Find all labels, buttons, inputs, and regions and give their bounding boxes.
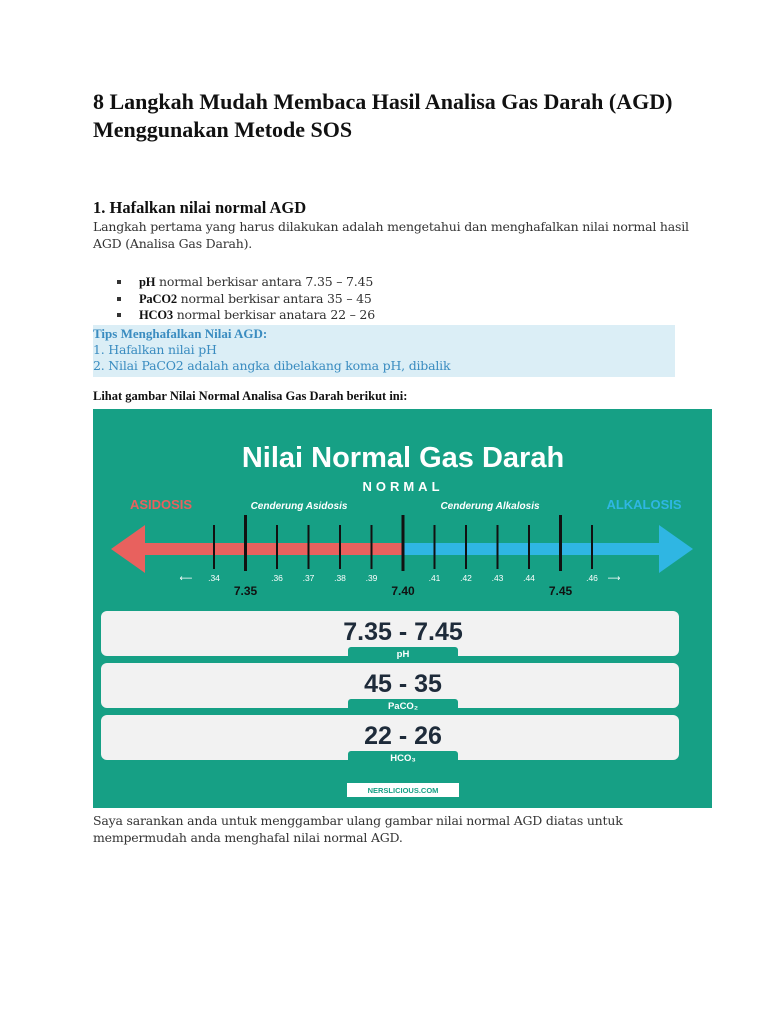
minor-tick-label: .46 — [586, 572, 598, 583]
right-small-arrow-icon: ⟶ — [607, 573, 621, 584]
range-value: 45 - 35 — [364, 669, 442, 698]
figure-caption: Lihat gambar Nilai Normal Analisa Gas Darah berikut ini: — [93, 388, 408, 403]
list-item — [117, 291, 693, 308]
bullet-text: normal berkisar antara 7.35 – 7.45 — [155, 274, 374, 289]
article-title: 8 Langkah Mudah Membaca Hasil Analisa Gas Darah (AGD) Menggunakan Metode SOS — [93, 89, 673, 142]
normal-values-list — [93, 274, 693, 324]
closing-paragraph: Saya sarankan anda untuk menggambar ulang gambar nilai normal AGD diatas untuk mempermudah anda menghafal nilai normal AGD. — [93, 812, 623, 845]
minor-tick-label: .39 — [365, 572, 378, 583]
minor-tick — [434, 525, 436, 569]
major-tick — [402, 515, 405, 571]
bullet-icon — [117, 297, 121, 301]
minor-tick-label: .42 — [460, 572, 472, 583]
tips-box — [93, 325, 675, 377]
bullet-icon — [117, 313, 121, 317]
range-value: 7.35 - 7.45 — [343, 617, 463, 646]
minor-tick-label: .36 — [271, 572, 283, 583]
range-value: 22 - 26 — [364, 721, 442, 750]
infographic-title: Nilai Normal Gas Darah — [241, 441, 565, 474]
minor-tick — [308, 525, 310, 569]
bullet-text: normal berkisar anatara 22 – 26 — [172, 307, 375, 322]
intro-paragraph: Langkah pertama yang harus dilakukan adalah mengetahui dan menghafalkan nilai normal hasil AGD (Analisa Gas Darah). — [93, 219, 689, 251]
minor-tick-label: .37 — [302, 572, 315, 583]
minor-tick — [465, 525, 467, 569]
minor-tick — [339, 525, 341, 569]
list-item — [117, 307, 693, 324]
bullet-icon — [117, 280, 121, 284]
minor-tick — [528, 525, 530, 569]
minor-tick — [591, 525, 593, 569]
minor-tick — [497, 525, 499, 569]
range-label: PaCO₂ — [387, 700, 419, 712]
alkalosis-label: ALKALOSIS — [606, 496, 682, 512]
infographic-image — [93, 409, 712, 808]
list-item — [117, 274, 693, 291]
minor-tick-label: .34 — [208, 572, 220, 583]
minor-tick — [371, 525, 373, 569]
minor-tick-label: .41 — [428, 572, 441, 583]
major-tick-label: 7.35 — [233, 583, 258, 598]
acidosis-label: ASIDOSIS — [129, 496, 193, 512]
tend-alkalosis-label: Cenderung Alkalosis — [440, 500, 540, 512]
bullet-term: HCO3 — [139, 308, 173, 322]
minor-tick — [213, 525, 215, 569]
tips-title: Tips Menghafalkan Nilai AGD: — [93, 325, 268, 341]
bullet-term: pH — [139, 275, 156, 289]
tips-line: 2. Nilai PaCO2 adalah angka dibelakang koma pH, dibalik — [93, 357, 451, 373]
normal-label: NORMAL — [362, 478, 444, 494]
range-panels — [101, 611, 679, 764]
left-small-arrow-icon: ⟵ — [179, 573, 193, 584]
bullet-term: PaCO2 — [139, 291, 177, 306]
major-tick-label: 7.40 — [391, 583, 415, 598]
major-tick-label: 7.45 — [548, 583, 573, 598]
range-label: HCO₃ — [390, 752, 416, 764]
major-tick — [244, 515, 247, 571]
tips-line: 1. Hafalkan nilai pH — [93, 341, 217, 357]
section-heading: 1. Hafalkan nilai normal AGD — [93, 198, 307, 217]
bullet-text: normal berkisar antara 35 – 45 — [176, 290, 372, 306]
article — [93, 88, 693, 846]
minor-tick — [276, 525, 278, 569]
minor-tick-label: .38 — [334, 572, 346, 583]
major-tick — [559, 515, 562, 571]
minor-tick-label: .44 — [523, 572, 535, 583]
minor-tick-label: .43 — [491, 572, 504, 583]
tend-acidosis-label: Cenderung Asidosis — [250, 500, 348, 512]
source-label: NERSLICIOUS.COM — [367, 785, 439, 795]
range-label: pH — [396, 648, 410, 660]
